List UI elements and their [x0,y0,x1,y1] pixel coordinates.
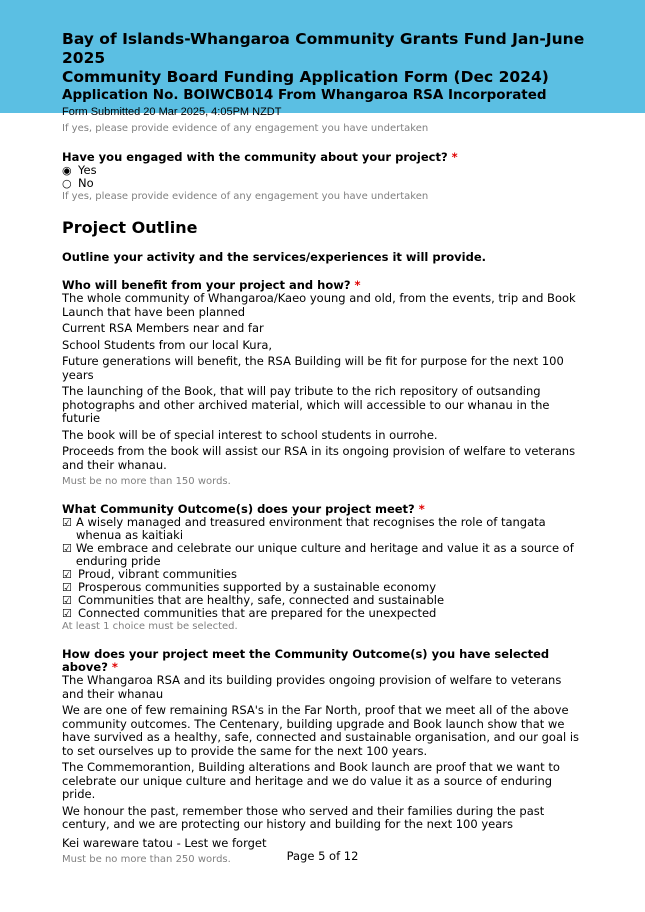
engagement-option-no[interactable]: ○ No [62,176,94,190]
section-title: Project Outline [62,218,198,237]
meet-paragraph: We are one of few remaining RSA's in the Far North, proof that we meet all of the above community outcomes. The Centenary, building upgrade and Book launch show that we have survived as a healthy, safe, connected and sustainable organisation, and our goal is to set ourselves up to provide the same for the next 100 years. [62,703,580,758]
engagement-option-yes[interactable]: ◉ Yes [62,163,97,177]
meet-paragraph: The Whangaroa RSA and its building provides ongoing provision of welfare to veterans and their whanau [62,673,562,701]
benefit-paragraph: The launching of the Book, that will pay tribute to the rich repository of outsanding photographs and other archived material, which will accessible to our whanau in the futurie [62,384,550,425]
checkbox-checked-icon: ☑ [62,581,72,594]
outcome-checkbox-item[interactable]: ☑ Proud, vibrant communities [62,567,237,581]
checkbox-checked-icon: ☑ [62,594,72,607]
benefit-question: Who will benefit from your project and how? * [62,278,361,292]
benefit-paragraph: School Students from our local Kura, [62,337,273,352]
benefit-paragraph: The whole community of Whangaroa/Kaeo young and old, from the events, trip and Book Launch that have been planned [62,291,576,319]
meet-outcomes-question: How does your project meet the Community Outcome(s) you have selected above? * [62,647,550,674]
outcome-checkbox-item[interactable]: ☑ We embrace and celebrate our unique culture and heritage and value it as a source of enduring pride [62,541,574,568]
checkbox-checked-icon: ☑ [62,568,72,581]
meet-paragraph: We honour the past, remember those who served and their families during the past century, and we are protecting our history and building for the next 100 years [62,803,545,831]
meet-paragraph: The Commemorantion, Building alterations and Book launch are proof that we want to celebrate our unique culture and heritage and we do value it as a source of enduring pride. [62,760,560,801]
benefit-paragraph: The book will be of special interest to school students in ourrohe. [62,427,438,442]
page-number: Page 5 of 12 [286,849,359,863]
checkbox-checked-icon: ☑ [62,542,72,555]
section-intro: Outline your activity and the services/experiences it will provide. [62,250,486,264]
engagement-evidence-hint: If yes, please provide evidence of any engagement you have undertaken [62,191,429,202]
benefit-word-limit-hint: Must be no more than 150 words. [62,476,231,487]
required-marker: * [111,660,118,674]
radio-unselected-icon: ○ [62,177,72,190]
form-title-line-2: Community Board Funding Application Form (Dec 2024) [62,68,549,86]
form-content [0,122,645,866]
outcomes-selection-hint: At least 1 choice must be selected. [62,621,238,632]
benefit-paragraph: Future generations will benefit, the RSA Building will be fit for purpose for the next 100 years [62,354,564,382]
engagement-evidence-hint-top: If yes, please provide evidence of any engagement you have undertaken [62,123,429,134]
required-marker: * [354,278,361,292]
benefit-paragraph: Proceeds from the book will assist our RSA in its ongoing provision of welfare to veterans and their whanau. [62,444,576,472]
outcome-checkbox-item[interactable]: ☑ Prosperous communities supported by a sustainable economy [62,580,437,594]
required-marker: * [418,502,425,516]
benefit-paragraph: Current RSA Members near and far [62,321,264,335]
form-title-line-1: Bay of Islands-Whangaroa Community Grants Fund Jan-June 2025 [62,30,585,67]
meet-word-limit-hint: Must be no more than 250 words. [62,854,231,865]
radio-selected-icon: ◉ [62,164,72,177]
engagement-question: Have you engaged with the community about your project? * [62,150,458,164]
application-number: Application No. BOIWCB014 From Whangaroa RSA Incorporated [62,87,547,103]
outcome-checkbox-item[interactable]: ☑ A wisely managed and treasured environment that recognises the role of tangata whenua as kaitiaki [62,515,546,542]
outcome-checkbox-item[interactable]: ☑ Connected communities that are prepared for the unexpected [62,606,437,620]
checkbox-checked-icon: ☑ [62,607,72,620]
checkbox-checked-icon: ☑ [62,516,72,529]
outcomes-question: What Community Outcome(s) does your project meet? * [62,502,425,516]
form-header [0,0,645,118]
required-marker: * [451,150,458,164]
submitted-timestamp: Form Submitted 20 Mar 2025, 4:05PM NZDT [62,106,282,118]
meet-paragraph: Kei wareware tatou - Lest we forget [62,835,267,850]
outcome-checkbox-item[interactable]: ☑ Communities that are healthy, safe, connected and sustainable [62,593,445,607]
